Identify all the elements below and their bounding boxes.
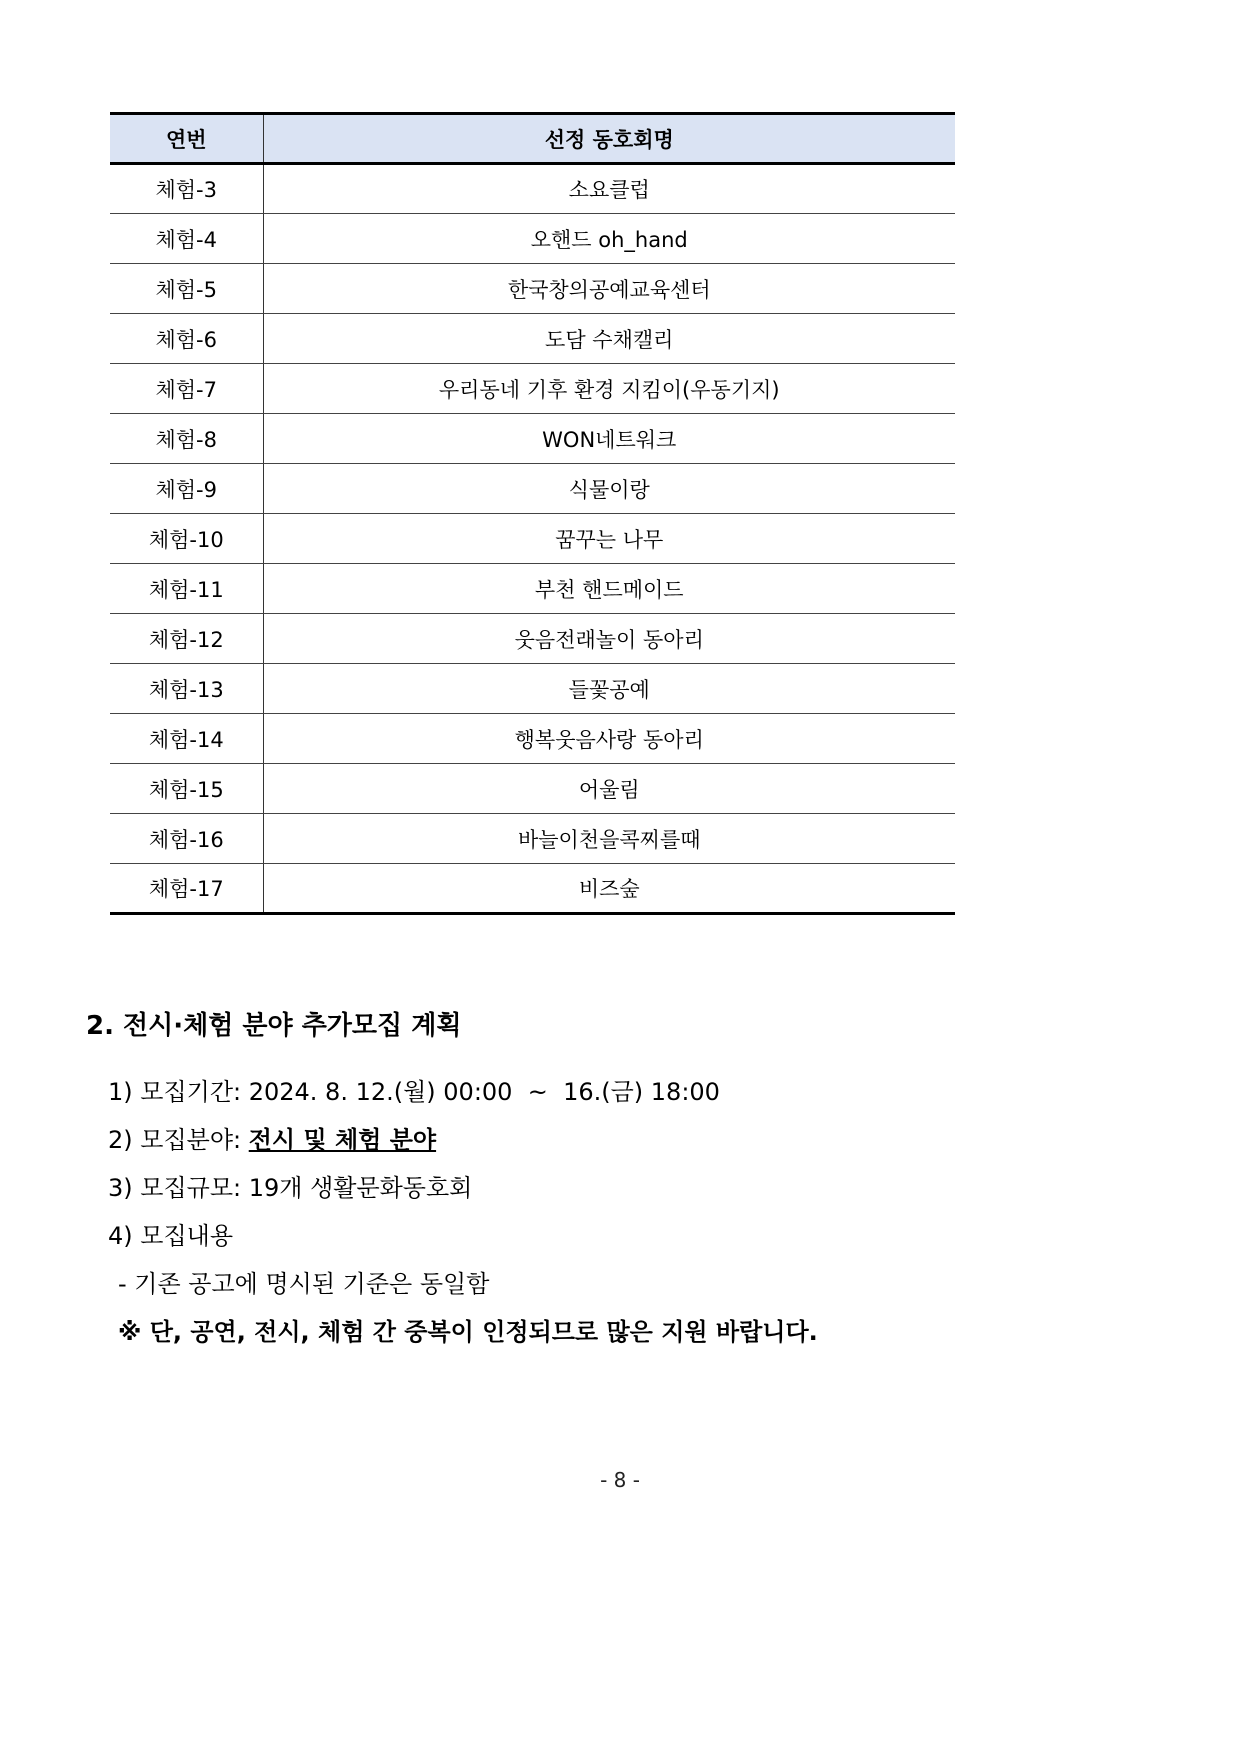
row-club-name: 우리동네 기후 환경 지킴이(우동기지) — [263, 364, 955, 414]
row-club-name: 꿈꾸는 나무 — [263, 514, 955, 564]
table-row — [110, 364, 955, 414]
column-header-number: 연번 — [110, 114, 263, 164]
item-value: 19개 생활문화동호회 — [248, 1174, 473, 1202]
table-row — [110, 664, 955, 714]
table-row — [110, 164, 955, 214]
item-value-emphasis: 전시 및 체험 분야 — [248, 1126, 437, 1154]
row-club-name: 들꽃공예 — [263, 664, 955, 714]
row-number: 체험-10 — [110, 514, 263, 564]
column-header-club-name: 선정 동호회명 — [263, 114, 955, 164]
page-number: - 8 - — [600, 1468, 640, 1492]
row-number: 체험-6 — [110, 314, 263, 364]
table-row — [110, 564, 955, 614]
table-row — [110, 214, 955, 264]
selected-clubs-table — [110, 112, 955, 915]
row-number: 체험-16 — [110, 814, 263, 864]
recruitment-period — [108, 1068, 1086, 1116]
row-club-name: 한국창의공예교육센터 — [263, 264, 955, 314]
section-title: 2. 전시·체험 분야 추가모집 계획 — [86, 1011, 462, 1041]
item-label: 3) 모집규모: — [108, 1174, 249, 1202]
row-number: 체험-7 — [110, 364, 263, 414]
item-label: 1) 모집기간: — [108, 1078, 249, 1106]
table-row — [110, 514, 955, 564]
row-number: 체험-15 — [110, 764, 263, 814]
table-row — [110, 414, 955, 464]
row-number: 체험-9 — [110, 464, 263, 514]
recruitment-plan-section — [86, 1006, 1086, 1356]
row-club-name: 행복웃음사랑 동아리 — [263, 714, 955, 764]
recruitment-field — [108, 1116, 1086, 1164]
row-club-name: 비즈숲 — [263, 864, 955, 914]
row-number: 체험-13 — [110, 664, 263, 714]
recruitment-scale — [108, 1164, 1086, 1212]
row-number: 체험-3 — [110, 164, 263, 214]
row-club-name: 어울림 — [263, 764, 955, 814]
table-row — [110, 864, 955, 914]
recruitment-content-detail: - 기존 공고에 명시된 기준은 동일함 — [118, 1270, 490, 1298]
row-number: 체험-4 — [110, 214, 263, 264]
row-club-name: 웃음전래놀이 동아리 — [263, 614, 955, 664]
table-row — [110, 614, 955, 664]
table-row — [110, 314, 955, 364]
row-club-name: 부천 핸드메이드 — [263, 564, 955, 614]
item-value: 2024. 8. 12.(월) 00:00 ~ 16.(금) 18:00 — [248, 1078, 720, 1106]
row-club-name: 소요클럽 — [263, 164, 955, 214]
row-club-name: 식물이랑 — [263, 464, 955, 514]
table-row — [110, 264, 955, 314]
row-club-name: 바늘이천을콕찌를때 — [263, 814, 955, 864]
table-row — [110, 714, 955, 764]
table-header-row — [110, 114, 955, 164]
row-number: 체험-5 — [110, 264, 263, 314]
row-club-name: WON네트워크 — [263, 414, 955, 464]
item-label: 4) 모집내용 — [108, 1222, 233, 1250]
row-number: 체험-17 — [110, 864, 263, 914]
row-number: 체험-11 — [110, 564, 263, 614]
table-row — [110, 814, 955, 864]
row-number: 체험-12 — [110, 614, 263, 664]
row-club-name: 도담 수채캘리 — [263, 314, 955, 364]
notice-text: ※ 단, 공연, 전시, 체험 간 중복이 인정되므로 많은 지원 바랍니다. — [118, 1318, 818, 1346]
recruitment-content — [108, 1212, 1086, 1260]
row-club-name: 오핸드 oh_hand — [263, 214, 955, 264]
item-label: 2) 모집분야: — [108, 1126, 249, 1154]
row-number: 체험-8 — [110, 414, 263, 464]
table-row — [110, 464, 955, 514]
table-row — [110, 764, 955, 814]
row-number: 체험-14 — [110, 714, 263, 764]
